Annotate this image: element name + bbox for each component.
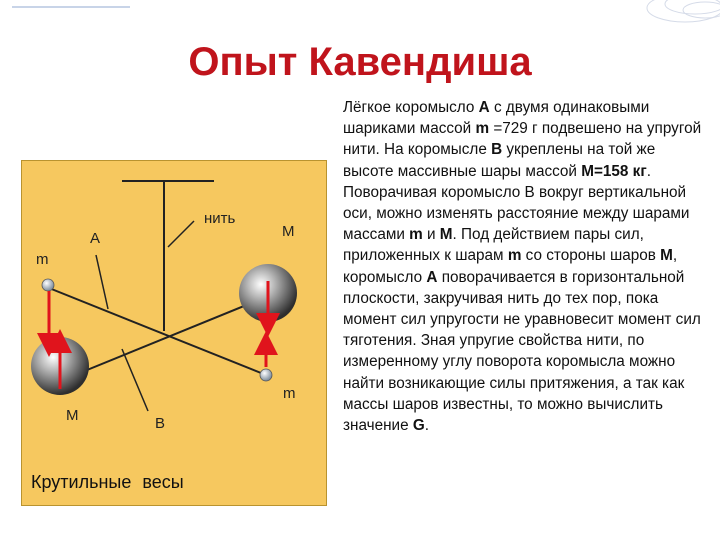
term-a: А — [478, 99, 490, 116]
label-M-left: M — [66, 407, 79, 424]
torsion-balance-diagram — [21, 160, 327, 506]
term-g: G — [412, 417, 425, 435]
diagram-caption: Крутильные весы — [31, 472, 184, 492]
slide-title: Опыт Кавендиша — [188, 40, 532, 84]
label-a: A — [90, 230, 101, 247]
label-m-bottom: m — [283, 385, 296, 402]
term-m: m — [507, 247, 522, 265]
label-m-top: m — [36, 251, 49, 268]
thread-pointer — [168, 221, 194, 247]
term-M: М — [439, 226, 453, 244]
small-ball-m-bottom — [260, 369, 272, 381]
term-m: m — [409, 226, 423, 244]
term-b: В — [491, 141, 503, 159]
small-ball-m-top — [42, 279, 54, 291]
a-pointer — [96, 255, 108, 309]
term-M: М=158 кг — [581, 162, 647, 180]
torsion-balance-drawing — [22, 161, 328, 507]
label-M-right: M — [282, 223, 295, 240]
b-pointer — [122, 349, 148, 411]
decorative-rings — [610, 0, 720, 40]
label-thread: нить — [204, 210, 236, 227]
label-b: B — [155, 415, 166, 432]
term-m: m — [475, 120, 490, 138]
term-a: А — [426, 268, 438, 286]
decorative-rule — [12, 6, 130, 28]
term-M: М — [660, 247, 673, 265]
description-text: Лёгкое коромысло А с двумя одинаковыми шариками массой m =729 г подвешено на упругой нити. На коромысле В укреплены на той же высоте массивные шары массой М=158 кг. Поворачивая коромысло В вокруг вертикальной оси, можно изменять расстояние между шарами массами m и М. Под действием пары сил, приложенных к шарам m со стороны шаров М, коромысло А поворачивается в горизонтальной плоскости, закручивая нить до тех пор, пока момент сил упругости не уравновесит момент сил тяготения. Зная упругие свойства нити, по измеренному углу поворота коромысла можно найти возникающие силы притяжения, а так как массы шаров известны, то можно вычислить значение G. — [343, 99, 702, 435]
